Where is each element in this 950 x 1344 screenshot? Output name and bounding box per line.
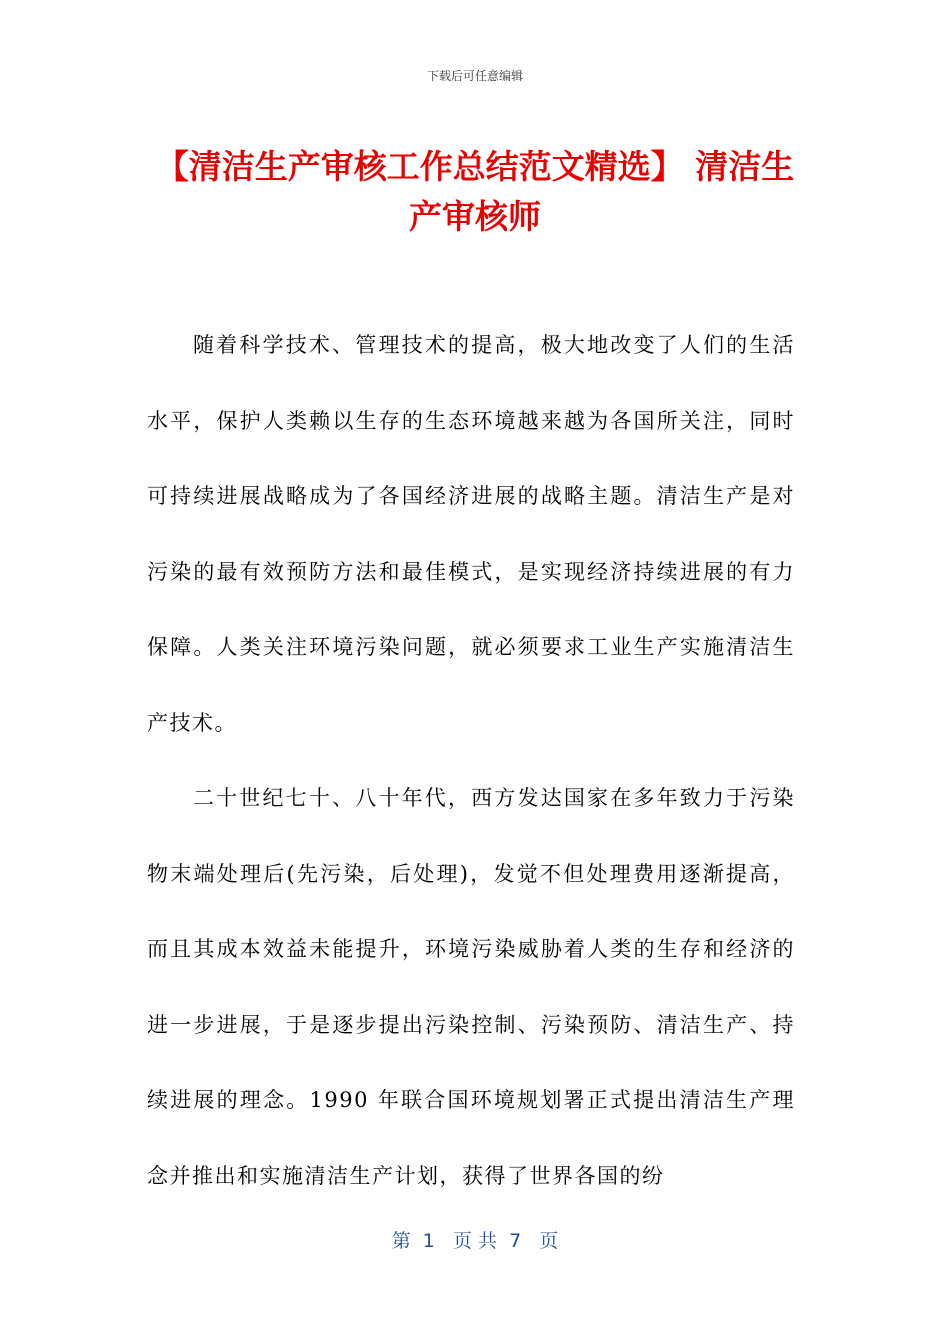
paragraph: 随着科学技术、管理技术的提高，极大地改变了人们的生活水平，保护人类赖以生存的生态环境越来越为各国所关注，同时可持续进展战略成为了各国经济进展的战略主题。清洁生产是对污染的最有效预防方法和最佳模式，是实现经济持续进展的有力保障。人类关注环境污染问题，就必须要求工业生产实施清洁生产技术。	[147, 333, 795, 735]
paragraph: 二十世纪七十、八十年代，西方发达国家在多年致力于污染物末端处理后(先污染，后处理)，发觉不但处理费用逐渐提高，而且其成本效益未能提升，环境污染威胁着人类的生存和经济的进一步进展，于是逐步提出污染控制、污染预防、清洁生产、持续进展的理念。1990 年联合国环境规划署正式提出清洁生产理念并推出和实施清洁生产计划，获得了世界各国的纷	[147, 786, 795, 1188]
document-body	[147, 308, 795, 1214]
page-number-footer: 第 1 页 共 7 页	[391, 1230, 559, 1252]
header-note: 下载后可任意编辑	[426, 69, 523, 83]
document-title: 【清洁生产审核工作总结范文精选】 清洁生产审核师	[155, 147, 795, 236]
